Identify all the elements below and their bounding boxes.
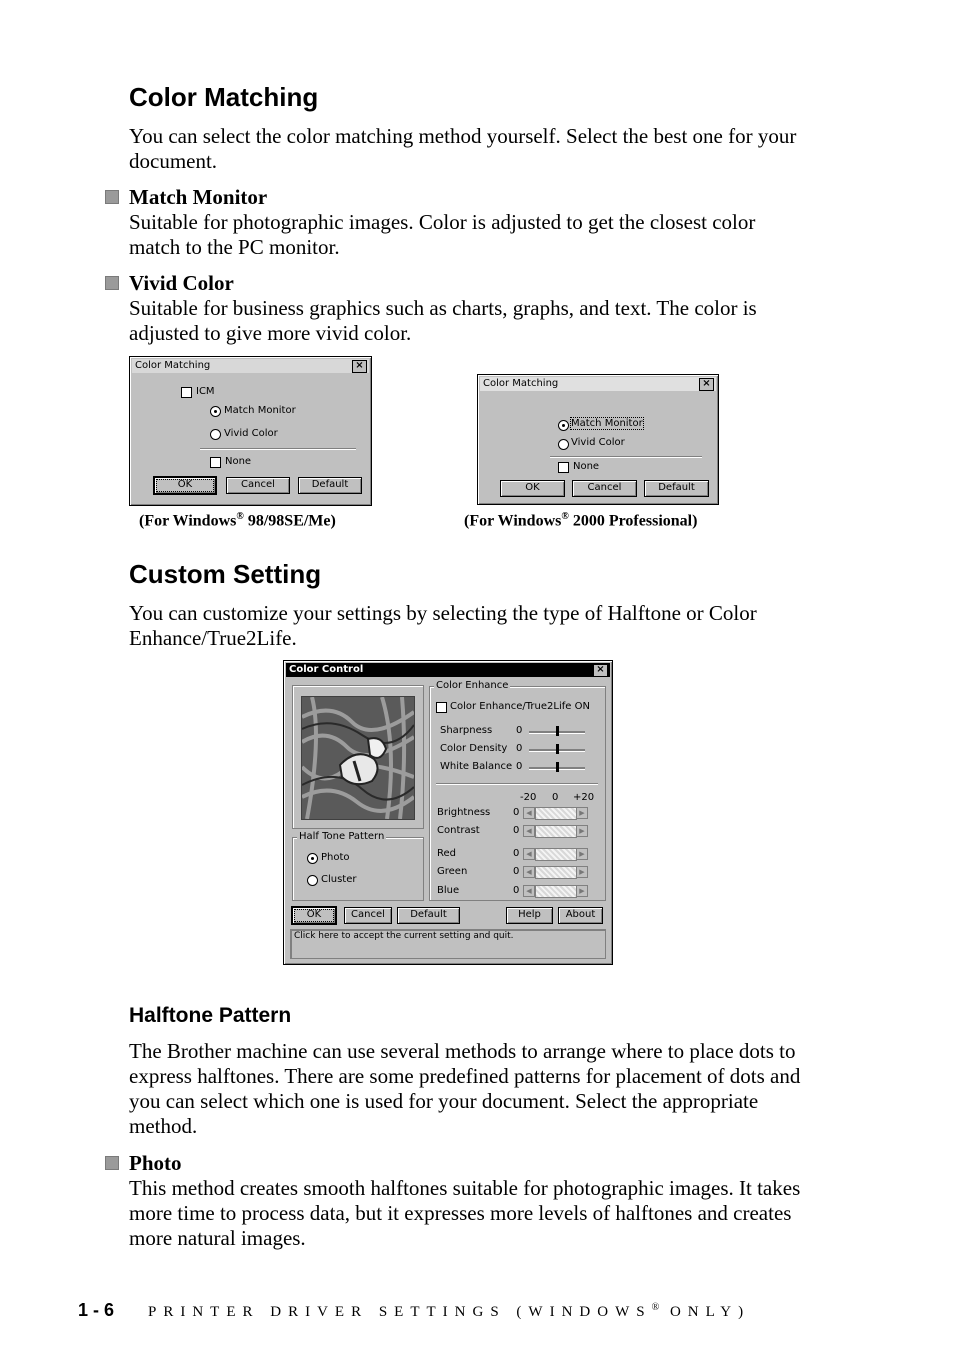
- default-button[interactable]: Default: [298, 477, 362, 494]
- match-monitor-radio[interactable]: [210, 406, 221, 417]
- list-item-match-monitor: [129, 185, 755, 260]
- color-enhance-checkbox[interactable]: [436, 702, 447, 713]
- brightness-right-arrow-icon[interactable]: ▶: [576, 807, 588, 819]
- sharpness-label: Sharpness: [440, 725, 493, 736]
- section-title-custom-setting: Custom Setting: [129, 559, 322, 589]
- about-button[interactable]: About: [558, 907, 603, 924]
- clownfish-image: [302, 697, 414, 819]
- green-right-arrow-icon[interactable]: ▶: [576, 866, 588, 878]
- divider: [436, 783, 598, 785]
- dialog-title-bar: [132, 359, 369, 373]
- blue-left-arrow-icon[interactable]: ◀: [523, 885, 535, 897]
- item-line: Suitable for photographic images. Color is adjusted to get the closest color: [129, 210, 756, 234]
- caption-win98: [139, 511, 336, 530]
- cancel-button[interactable]: Cancel: [572, 480, 637, 497]
- white-balance-thumb[interactable]: [556, 762, 559, 772]
- bullet-icon: [105, 1156, 119, 1170]
- scale-min-label: -20: [520, 792, 537, 803]
- list-item-photo: [129, 1151, 800, 1251]
- brightness-value: 0: [513, 807, 520, 818]
- brightness-left-arrow-icon[interactable]: ◀: [523, 807, 535, 819]
- cancel-button[interactable]: Cancel: [226, 477, 290, 494]
- contrast-scrollbar[interactable]: [535, 825, 577, 838]
- status-bar: Click here to accept the current setting and quit.: [290, 929, 606, 959]
- halftone-intro: [129, 1039, 800, 1139]
- brightness-label: Brightness: [437, 807, 491, 818]
- dialog-title: Color Matching: [135, 360, 211, 371]
- contrast-right-arrow-icon[interactable]: ▶: [576, 825, 588, 837]
- footer-text: PRINTER DRIVER SETTINGS (WINDOWS: [148, 1304, 652, 1320]
- intro-line: method.: [129, 1114, 198, 1138]
- color-matching-dialog-98: [129, 356, 372, 506]
- vivid-color-label: Vivid Color: [571, 437, 625, 448]
- registered-mark: ®: [236, 511, 244, 522]
- halftone-group-label: Half Tone Pattern: [299, 831, 385, 842]
- green-value: 0: [513, 866, 520, 877]
- vivid-color-radio[interactable]: [210, 429, 221, 440]
- intro-line: document.: [129, 149, 218, 173]
- match-monitor-label: Match Monitor: [571, 418, 643, 429]
- blue-label: Blue: [437, 885, 460, 896]
- section-title-halftone-pattern: Halftone Pattern: [129, 1004, 292, 1027]
- page-number: 1 - 6: [78, 1300, 115, 1320]
- photo-label: Photo: [321, 852, 350, 863]
- brightness-scrollbar[interactable]: [535, 807, 577, 820]
- caption-win2000: [464, 511, 697, 530]
- close-icon[interactable]: ×: [699, 378, 714, 391]
- intro-line: You can customize your settings by selecting the type of Halftone or Color: [129, 601, 757, 625]
- caption-text: 98/98SE/Me): [243, 512, 336, 530]
- none-checkbox[interactable]: [210, 457, 221, 468]
- match-monitor-label: Match Monitor: [224, 405, 296, 416]
- scale-max-label: +20: [573, 792, 595, 803]
- color-enhance-group-label: Color Enhance: [436, 680, 509, 691]
- red-right-arrow-icon[interactable]: ▶: [576, 848, 588, 860]
- intro-line: You can select the color matching method yourself. Select the best one for your: [129, 124, 797, 148]
- divider: [200, 448, 356, 450]
- bullet-icon: [105, 276, 119, 290]
- footer-text: ONLY): [659, 1304, 751, 1320]
- custom-setting-intro: [129, 601, 757, 651]
- white-balance-value: 0: [516, 761, 523, 772]
- halftone-group: [292, 837, 424, 901]
- icm-checkbox[interactable]: [181, 387, 192, 398]
- item-line: match to the PC monitor.: [129, 235, 340, 259]
- item-line: more time to process data, but it expresses more levels of halftones and creates: [129, 1201, 792, 1225]
- green-scrollbar[interactable]: [535, 866, 577, 879]
- contrast-left-arrow-icon[interactable]: ◀: [523, 825, 535, 837]
- cancel-button[interactable]: Cancel: [344, 907, 392, 924]
- intro-line: Enhance/True2Life.: [129, 626, 297, 650]
- red-value: 0: [513, 848, 520, 859]
- ok-button[interactable]: OK: [291, 906, 337, 925]
- section-title-color-matching: Color Matching: [129, 82, 319, 112]
- white-balance-label: White Balance: [440, 761, 513, 772]
- item-title: Vivid Color: [129, 271, 234, 295]
- green-left-arrow-icon[interactable]: ◀: [523, 866, 535, 878]
- color-density-thumb[interactable]: [556, 744, 559, 754]
- contrast-label: Contrast: [437, 825, 480, 836]
- none-checkbox[interactable]: [558, 462, 569, 473]
- default-button[interactable]: Default: [397, 907, 460, 924]
- help-button[interactable]: Help: [506, 907, 553, 924]
- red-label: Red: [437, 848, 456, 859]
- ok-button[interactable]: OK: [153, 476, 217, 495]
- green-label: Green: [437, 866, 468, 877]
- dialog-title-bar: [286, 663, 610, 677]
- registered-mark: ®: [651, 1302, 660, 1313]
- color-density-value: 0: [516, 743, 523, 754]
- bullet-icon: [105, 190, 119, 204]
- blue-right-arrow-icon[interactable]: ▶: [576, 885, 588, 897]
- blue-value: 0: [513, 885, 520, 896]
- close-icon[interactable]: ×: [352, 360, 367, 373]
- photo-radio[interactable]: [307, 853, 318, 864]
- color-control-dialog: [283, 660, 613, 965]
- color-matching-intro: [129, 124, 796, 174]
- item-line: This method creates smooth halftones suitable for photographic images. It takes: [129, 1176, 801, 1200]
- cluster-radio[interactable]: [307, 875, 318, 886]
- none-label: None: [225, 456, 252, 467]
- preview-image: [301, 696, 415, 820]
- list-item-vivid-color: [129, 271, 757, 346]
- item-line: more natural images.: [129, 1226, 306, 1250]
- red-left-arrow-icon[interactable]: ◀: [523, 848, 535, 860]
- item-line: Suitable for business graphics such as charts, graphs, and text. The color is: [129, 296, 757, 320]
- divider: [550, 456, 702, 458]
- icm-label: ICM: [196, 386, 215, 397]
- dialog-title: Color Matching: [483, 378, 559, 389]
- default-button[interactable]: Default: [644, 480, 709, 497]
- blue-scrollbar[interactable]: [535, 885, 577, 898]
- color-density-label: Color Density: [440, 743, 508, 754]
- red-scrollbar[interactable]: [535, 848, 577, 861]
- caption-text: (For Windows: [464, 512, 562, 530]
- contrast-value: 0: [513, 825, 520, 836]
- item-title: Photo: [129, 1151, 182, 1175]
- intro-line: you can select which one is used for your document. Select the appropriate: [129, 1089, 759, 1113]
- scale-mid-label: 0: [552, 792, 559, 803]
- item-title: Match Monitor: [129, 185, 268, 209]
- caption-text: (For Windows: [139, 512, 237, 530]
- sharpness-value: 0: [516, 725, 523, 736]
- close-icon[interactable]: ×: [593, 664, 608, 677]
- none-label: None: [573, 461, 600, 472]
- item-line: adjusted to give more vivid color.: [129, 321, 412, 345]
- registered-mark: ®: [561, 511, 569, 522]
- sharpness-thumb[interactable]: [556, 726, 559, 736]
- vivid-color-radio[interactable]: [558, 439, 569, 450]
- ok-button[interactable]: OK: [500, 480, 565, 497]
- cluster-label: Cluster: [321, 874, 357, 885]
- vivid-color-label: Vivid Color: [224, 428, 278, 439]
- intro-line: The Brother machine can use several methods to arrange where to place dots to: [129, 1039, 796, 1063]
- color-enhance-label: Color Enhance/True2Life ON: [450, 701, 590, 712]
- running-footer: [148, 1302, 750, 1321]
- color-matching-dialog-2000: [477, 374, 719, 505]
- intro-line: express halftones. There are some predefined patterns for placement of dots and: [129, 1064, 801, 1088]
- dialog-title: Color Control: [289, 664, 364, 675]
- dialog-title-bar: [480, 377, 716, 391]
- caption-text: 2000 Professional): [568, 512, 698, 530]
- match-monitor-radio[interactable]: [558, 420, 569, 431]
